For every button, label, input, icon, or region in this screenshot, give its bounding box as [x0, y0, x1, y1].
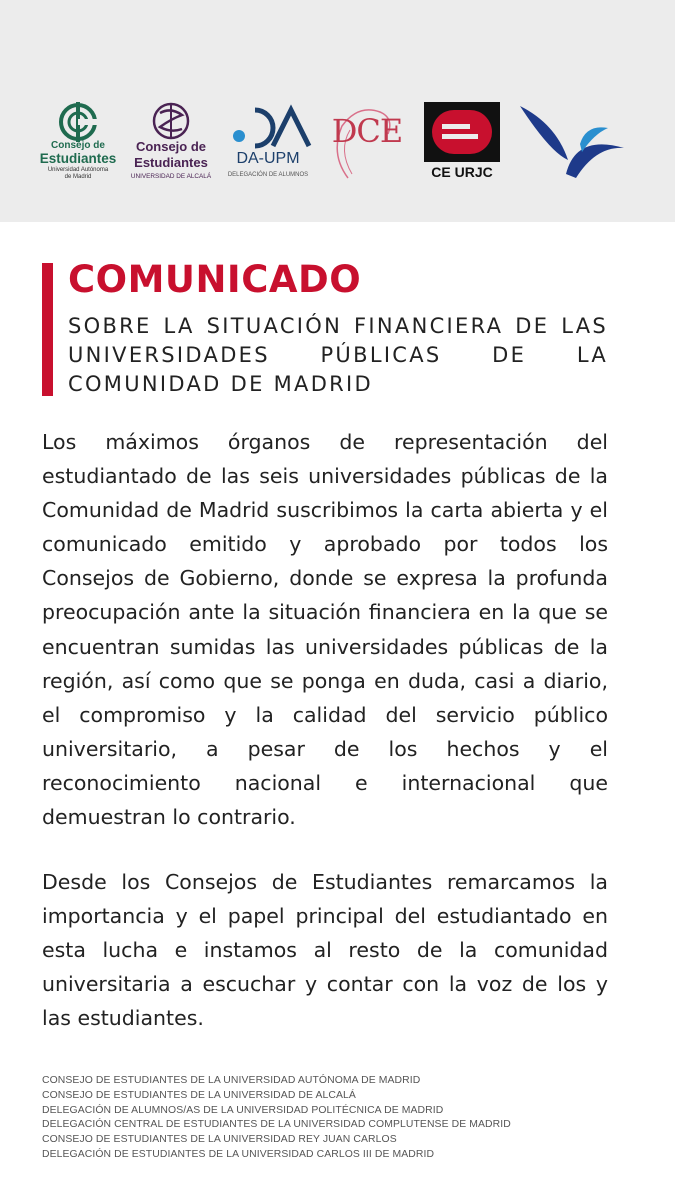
signatory-item: CONSEJO DE ESTUDIANTES DE LA UNIVERSIDAD REY JUAN CARLOS [42, 1134, 397, 1146]
body-paragraph-2: Desde los Consejos de Estudiantes remarcamos la importancia y el papel principal del estudiantado en esta lucha e instamos al resto de la comunidad universitaria a escuchar y contar con la voz de los y las estudiantes. [42, 870, 608, 1031]
ceuah-logo [130, 103, 212, 185]
daupm-line2: DELEGACIÓN DE ALUMNOS [227, 172, 309, 178]
uc3m-emblem-icon [516, 104, 632, 182]
signatory-item: DELEGACIÓN CENTRAL DE ESTUDIANTES DE LA UNIVERSIDAD COMPLUTENSE DE MADRID [42, 1119, 511, 1131]
ceuah-emblem-icon [130, 103, 212, 139]
ceuam-emblem-icon [40, 100, 116, 144]
daupm-logo [225, 106, 315, 184]
signatory-item: CONSEJO DE ESTUDIANTES DE LA UNIVERSIDAD DE ALCALÁ [42, 1089, 356, 1101]
signatory-item: DELEGACIÓN DE ESTUDIANTES DE LA UNIVERSIDAD CARLOS III DE MADRID [42, 1148, 435, 1160]
ceuam-logo [40, 100, 116, 190]
ceuah-line3: UNIVERSIDAD DE ALCALÁ [130, 173, 212, 180]
ceuam-line2: Estudiantes [39, 151, 117, 166]
ceuam-line1: Consejo de [51, 140, 105, 151]
daupm-emblem-icon [225, 106, 315, 148]
page-title: COMUNICADO [68, 258, 362, 301]
title-accent-bar [42, 263, 53, 396]
uc3m-logo [516, 104, 632, 182]
signatories-list [42, 1074, 642, 1163]
page-subtitle: SOBRE LA SITUACIÓN FINANCIERA DE LAS UNIVERSIDADES PÚBLICAS DE LA COMUNIDAD DE MADRID [68, 314, 608, 396]
dce-logo [328, 104, 406, 184]
ceuah-line1: Consejo de [135, 139, 207, 154]
logo-header [0, 0, 675, 222]
ceuah-line2: Estudiantes [134, 155, 208, 170]
signatory-item: CONSEJO DE ESTUDIANTES DE LA UNIVERSIDAD AUTÓNOMA DE MADRID [42, 1075, 421, 1086]
ceuam-line4: de Madrid [64, 174, 92, 180]
signatory-item: DELEGACIÓN DE ALUMNOS/AS DE LA UNIVERSIDAD POLITÉCNICA DE MADRID [42, 1104, 444, 1116]
daupm-line1: DA-UPM [236, 150, 300, 167]
ceurjc-emblem-icon [424, 102, 500, 162]
dce-line1: DCE [331, 112, 403, 150]
ceuam-line3: Universidad Autónoma [47, 167, 109, 173]
ceurjc-line1: CE URJC [431, 164, 493, 180]
body-paragraph-1: Los máximos órganos de representación del estudiantado de las seis universidades públicas de la Comunidad de Madrid suscribimos la carta abierta y el comunicado emitido y aprobado por todos los Consejos de Gobierno, donde se expresa la profunda preocupación ante la situación financiera en la que se encuentran sumidas las universidades públicas de la región, así como que se ponga en duda, casi a diario, el compromiso y la calidad del servicio público universitario, a pesar de los hechos y el reconocimiento nacional e internacional que demuestran lo contrario. [42, 430, 608, 830]
ceurjc-logo [424, 102, 502, 184]
